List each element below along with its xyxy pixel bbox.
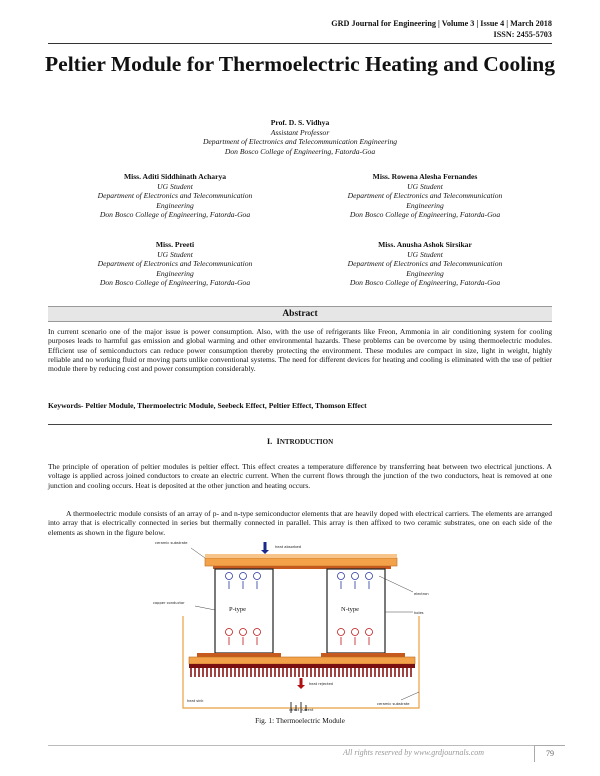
- figure-caption: Fig. 1: Thermoelectric Module: [255, 716, 345, 725]
- author-3: [60, 240, 290, 288]
- journal-line: GRD Journal for Engineering | Volume 3 | Issue 4 | March 2018: [331, 19, 552, 28]
- author-college: Don Bosco College of Engineering, Fatorda-Goa: [349, 210, 501, 220]
- author-college: Don Bosco College of Engineering, Fatorda-Goa: [349, 278, 501, 288]
- author-dept-2: Engineering: [406, 268, 444, 278]
- author-dept: Department of Electronics and Telecommunication: [347, 259, 503, 269]
- label-holes: holes: [414, 611, 424, 615]
- author-dept: Department of Electronics and Telecommunication: [347, 191, 503, 201]
- author-name: Miss. Anusha Ashok Sirsikar: [378, 240, 472, 249]
- author-name: Miss. Aditi Siddhinath Acharya: [123, 172, 227, 181]
- author-lead: [0, 118, 600, 156]
- label-p-type: P-type: [229, 606, 246, 613]
- author-name: Miss. Rowena Alesha Fernandes: [372, 172, 478, 181]
- leader-ceramic-bottom: [401, 692, 419, 700]
- bottom-copper-left: [197, 653, 281, 657]
- bottom-copper-right: [321, 653, 405, 657]
- bottom-ceramic-substrate: [189, 657, 415, 664]
- author-name: Miss. Preeti: [155, 240, 195, 249]
- author-dept: Department of Electronics and Telecommunication Engineering: [202, 137, 398, 147]
- leader-ceramic-top: [191, 548, 205, 558]
- section-heading: [0, 436, 600, 446]
- author-dept-2: Engineering: [406, 200, 444, 210]
- label-electron: electron: [414, 592, 429, 596]
- label-ceramic-substrate-top: ceramic substrate: [155, 541, 188, 545]
- intro-paragraph-1: The principle of operation of peltier modules is peltier effect. This effect creates a temperature difference by transferring heat between two electrical junctions. A voltage is applied across joined conductors to create an electric current. When the current flows through the junction of the two conductors, heat is removed at one junction and cooling occurs. Heat is deposited at the other junction and heating occurs.: [48, 462, 552, 490]
- author-role: Assistant Professor: [270, 127, 330, 137]
- section-number: I.: [266, 436, 273, 446]
- author-4: [310, 240, 540, 288]
- heat-sink-fins: [191, 668, 411, 677]
- section-first-letter: I: [276, 436, 280, 446]
- page-number: 79: [534, 745, 565, 762]
- figure-svg: [151, 540, 450, 713]
- label-copper-conductor: copper conductor: [153, 601, 185, 605]
- label-heat-absorbed: heat absorbed: [275, 545, 302, 549]
- author-role: UG Student: [157, 181, 193, 191]
- paper-title: Peltier Module for Thermoelectric Heating and Cooling: [45, 52, 555, 76]
- leader-copper: [195, 606, 215, 610]
- top-ceramic-edge: [205, 554, 397, 558]
- section-rule: [48, 424, 552, 425]
- author-college: Don Bosco College of Engineering, Fatorda-Goa: [99, 278, 251, 288]
- label-heat-sink: heat sink: [187, 699, 204, 703]
- author-role: UG Student: [157, 249, 193, 259]
- author-role: UG Student: [407, 181, 443, 191]
- label-n-type: N-type: [341, 606, 360, 613]
- footer-rule: [48, 745, 552, 746]
- author-dept-2: Engineering: [156, 200, 194, 210]
- label-ceramic-substrate-bottom: ceramic substrate: [377, 702, 410, 706]
- heat-absorbed-arrowhead: [261, 550, 269, 554]
- heat-sink-base: [189, 664, 415, 668]
- issn: ISSN: 2455-5703: [493, 29, 552, 39]
- intro-paragraph-2: A thermoelectric module consists of an array of p- and n-type semiconductor elements that are heavily doped with electrical carriers. The elements are arranged into array that is electrically connected in series but thermally connected in parallel. This array is then affixed to two ceramic substrates, one on each side of the elements as shown in the figure below.: [48, 509, 552, 537]
- author-dept: Department of Electronics and Telecommunication: [97, 259, 253, 269]
- author-name: Prof. D. S. Vidhya: [270, 118, 330, 127]
- author-1: [60, 172, 290, 220]
- label-direct-current: direct current: [289, 708, 314, 712]
- author-college: Don Bosco College of Engineering, Fatorda-Goa: [99, 210, 251, 220]
- label-heat-rejected: heat rejected: [309, 682, 333, 686]
- author-role: UG Student: [407, 249, 443, 259]
- author-dept-2: Engineering: [156, 268, 194, 278]
- heat-rejected-arrowhead: [297, 685, 305, 689]
- section-title-rest: NTRODUCTION: [279, 438, 334, 446]
- author-dept: Department of Electronics and Telecommunication: [97, 191, 253, 201]
- top-ceramic-substrate: [205, 558, 397, 566]
- abstract-body: In current scenario one of the major issue is power consumption. Also, with the use of refrigerants like Freon, Ammonia in air conditioning system for cooling purposes leads to harmful gas emission and global warming and other environmental hazards. These problems can be overcome by using thermoelectric modules. Efficient use of semiconductors can reduce power consumption thereby protecting the environment. These modules are compact in size, light in weight, highly reliable and no working fluid or moving parts unlike conventional systems. The need for different devices for heating and cooling is eliminated with the use of peltier module there by reducing cost and power consumption considerably.: [48, 327, 552, 374]
- footer-rights: All rights reserved by www.grdjournals.com: [343, 748, 485, 757]
- journal-header: [331, 19, 552, 40]
- thermoelectric-module-figure: [151, 540, 450, 713]
- author-2: [310, 172, 540, 220]
- abstract-heading: Abstract: [48, 306, 552, 322]
- author-college: Don Bosco College of Engineering, Fatorda-Goa: [224, 146, 376, 156]
- header-rule: [48, 43, 552, 44]
- keywords: Keywords- Peltier Module, Thermoelectric Module, Seebeck Effect, Peltier Effect, Thomson Effect: [48, 401, 367, 410]
